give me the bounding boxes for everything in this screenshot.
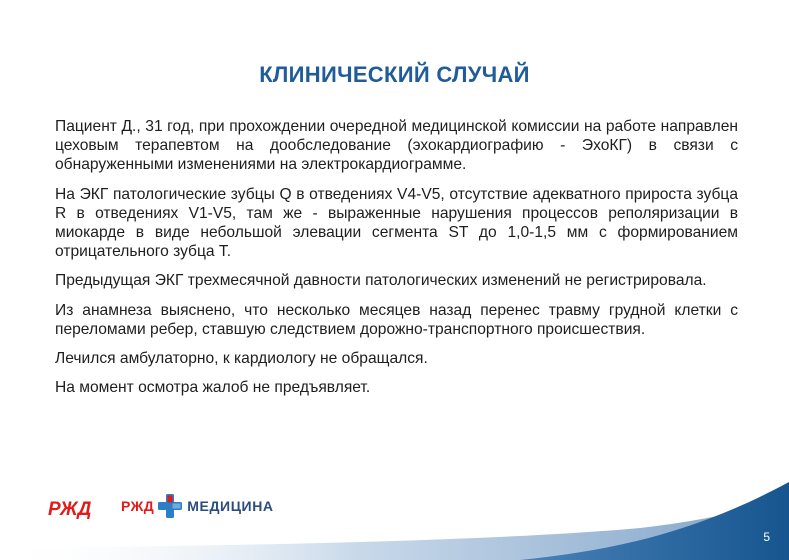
paragraph-ecg-findings: На ЭКГ патологические зубцы Q в отведениях V4-V5, отсутствие адекватного прироста зубца R в отведениях V1-V5, там же - выраженные нарушения процессов реполяризации в миокарде в виде небольшой элевации сегмента ST до 1,0-1,5 мм с формированием отрицательного зубца Т. (55, 185, 738, 261)
rzd-logo-icon (48, 497, 94, 519)
paragraph-previous-ecg: Предыдущая ЭКГ трехмесячной давности патологических изменений не регистрировала. (55, 272, 707, 290)
svg-text:РЖД: РЖД (48, 499, 92, 519)
medical-cross-icon (157, 493, 183, 519)
slide-title: КЛИНИЧЕСКИЙ СЛУЧАЙ (259, 62, 530, 87)
slide-body (55, 117, 738, 407)
footer-wave (0, 480, 789, 560)
rzd-logo (48, 497, 94, 524)
logo-med-prefix: РЖД (121, 498, 155, 514)
page-number: 5 (763, 530, 770, 544)
paragraph-current-status: На момент осмотра жалоб не предъявляет. (55, 379, 371, 397)
paragraph-treatment: Лечился амбулаторно, к кардиологу не обращался. (55, 350, 428, 368)
rzd-medicina-logo (121, 491, 274, 521)
paragraph-anamnesis: Из анамнеза выяснено, что несколько месяцев назад перенес травму грудной клетки с переломами ребер, ставшую следствием дорожно-транспортного происшествия. (55, 301, 738, 338)
paragraph-patient-referral: Пациент Д., 31 год, при прохождении очередной медицинской комиссии на работе направлен цеховым терапевтом на дообследование (эхокардиографию - ЭхоКГ) в связи с обнаруженными изменениями на электрокардиограмме. (55, 118, 738, 174)
logo-med-name: МЕДИЦИНА (187, 498, 274, 514)
